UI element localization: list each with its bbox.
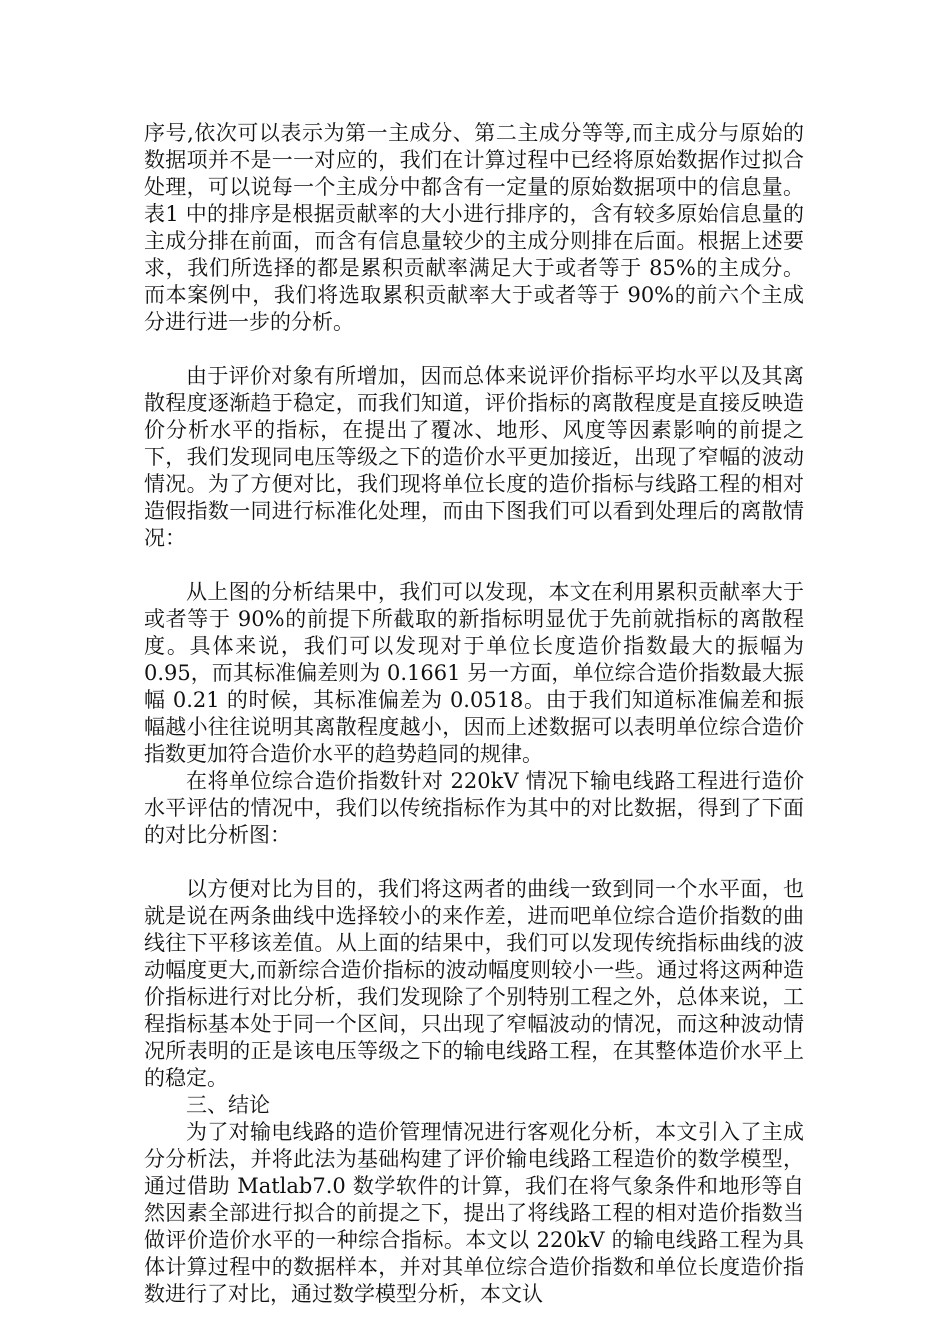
paragraph-conclusion: 为了对输电线路的造价管理情况进行客观化分析，本文引入了主成分分析法，并将此法为基础构建了评价输电线路工程造价的数学模型，通过借助 Matlab7.0 数学软件的计算，我们在将气象条件和地形等自然因素全部进行拟合的前提之下，提出了将线路工程的相对造价指数当做评价造价水平的一种综合指标。本文以 220kV 的输电线路工程为具体计算过程中的数据样本，并对其单位综合造价指数和单位长度造价指数进行了对比，通过数学模型分析，本文认: [144, 1120, 804, 1306]
paragraph-dispersion: 由于评价对象有所增加，因而总体来说评价指标平均水平以及其离散程度逐渐趋于稳定，而我们知道，评价指标的离散程度是直接反映造价分析水平的指标，在提出了覆冰、地形、风度等因素影响的前提之下，我们发现同电压等级之下的造价水平更加接近，出现了窄幅的波动情况。为了方便对比，我们现将单位长度的造价指标与线路工程的相对造假指数一同进行标准化处理，而由下图我们可以看到处理后的离散情况：: [144, 364, 804, 550]
paragraph-analysis-results: 从上图的分析结果中，我们可以发现，本文在利用累积贡献率大于或者等于 90%的前提下所截取的新指标明显优于先前就指标的离散程度。具体来说，我们可以发现对于单位长度造价指数最大的振幅为 0.95，而其标准偏差则为 0.1661 另一方面，单位综合造价指数最大振幅 0.21 的时候，其标准偏差为 0.0518。由于我们知道标准偏差和振幅越小往往说明其离散程度越小，因而上述数据可以表明单位综合造价指数更加符合造价水平的趋势趋同的规律。: [144, 580, 804, 766]
blank-line: [144, 849, 804, 876]
paragraph-principal-components: 序号,依次可以表示为第一主成分、第二主成分等等,而主成分与原始的数据项并不是一一对应的，我们在计算过程中已经将原始数据作过拟合处理，可以说每一个主成分中都含有一定量的原始数据项中的信息量。表1 中的排序是根据贡献率的大小进行排序的，含有较多原始信息量的主成分排在前面，而含有信息量较少的主成分则排在后面。根据上述要求，我们所选择的都是累积贡献率满足大于或者等于 85%的主成分。而本案例中，我们将选取累积贡献率大于或者等于 90%的前六个主成分进行进一步的分析。: [144, 121, 804, 334]
document-page: [144, 120, 804, 1308]
section-heading-conclusion: 三、结论: [186, 1093, 270, 1117]
paragraph-220kv-evaluation: 在将单位综合造价指数针对 220kV 情况下输电线路工程进行造价水平评估的情况中，我们以传统指标作为其中的对比数据，得到了下面的对比分析图：: [144, 769, 804, 847]
blank-line: [144, 336, 804, 363]
blank-line: [144, 552, 804, 579]
paragraph-curve-comparison: 以方便对比为目的，我们将这两者的曲线一致到同一个水平面，也就是说在两条曲线中选择较小的来作差，进而吧单位综合造价指数的曲线往下平移该差值。从上面的结果中，我们可以发现传统指标曲线的波动幅度更大,而新综合造价指标的波动幅度则较小一些。通过将这两种造价指标进行对比分析，我们发现除了个别特别工程之外，总体来说，工程指标基本处于同一个区间，只出现了窄幅波动的情况，而这种波动情况所表明的正是该电压等级之下的输电线路工程，在其整体造价水平上的稳定。: [144, 877, 804, 1090]
